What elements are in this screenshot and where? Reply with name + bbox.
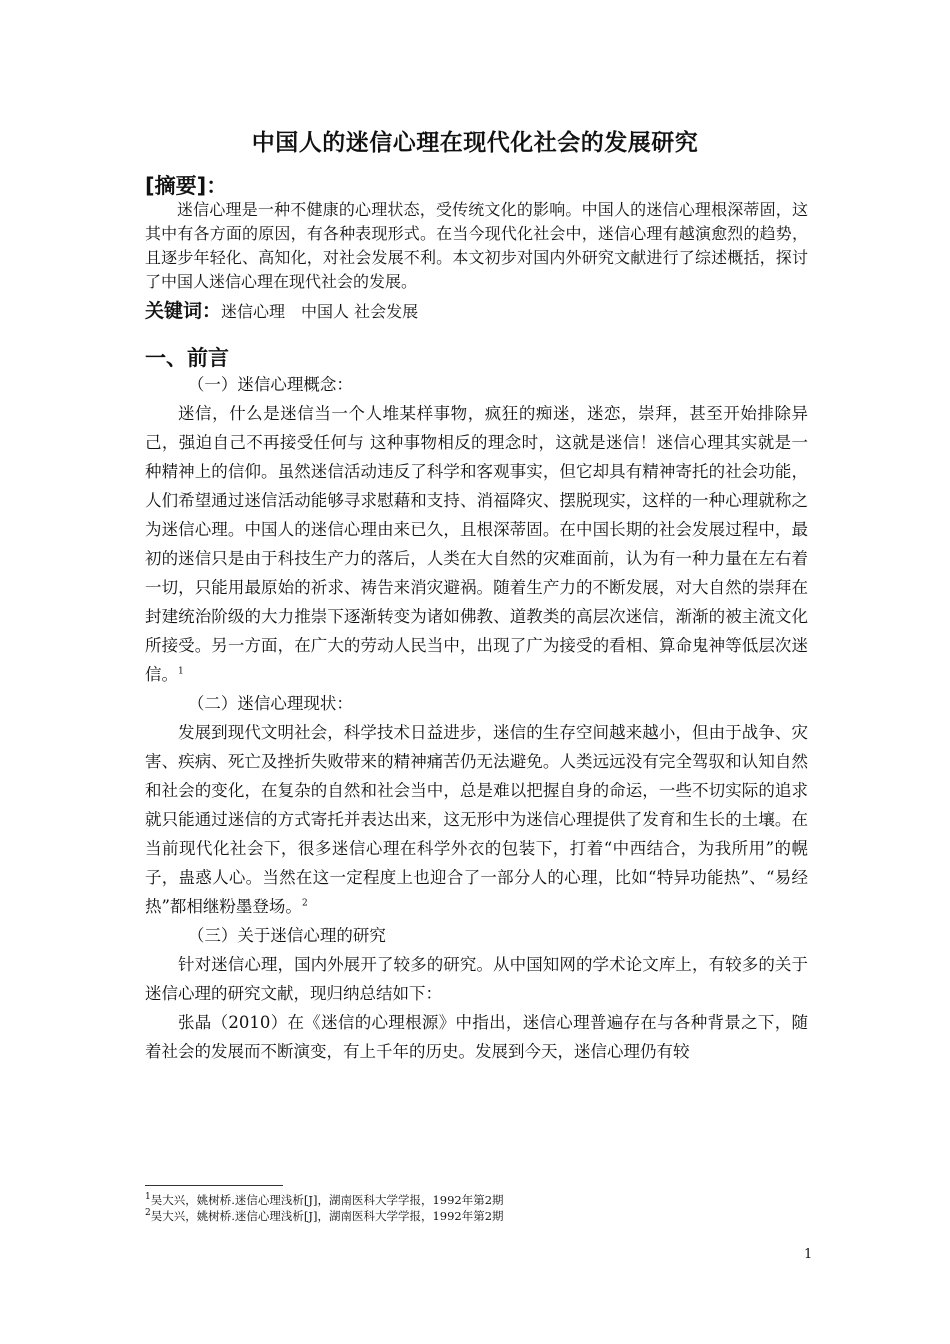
paragraph-concept: [145, 399, 808, 689]
footnote-ref: 2: [301, 898, 308, 909]
section-body: [145, 370, 808, 1066]
footnote-mark: 2: [145, 1208, 151, 1219]
paragraph-concept-text: 迷信，什么是迷信当一个人堆某样事物，疯狂的痴迷，迷恋，崇拜，甚至开始排除异己，强迫自己不再接受任何与 这种事物相反的理念时，这就是迷信！迷信心理其实就是一种精神上的信仰。虽然迷信活动违反了科学和客观事实，但它却具有精神寄托的社会功能，人们希望通过迷信活动能够寻求慰藉和支持、消福降灾、摆脱现实，这样的一种心理就称之为迷信心理。中国人的迷信心理由来已久，且根深蒂固。在中国长期的社会发展过程中，最初的迷信只是由于科技生产力的落后，人类在大自然的灾难面前，认为有一种力量在左右着一切，只能用最原始的祈求、祷告来消灾避祸。随着生产力的不断发展，对大自然的崇拜在封建统治阶级的大力推崇下逐渐转变为诸如佛教、道教类的高层次迷信，渐渐的被主流文化所接受。另一方面，在广大的劳动人民当中，出现了广为接受的看相、算命鬼神等低层次迷信。: [145, 404, 808, 684]
footnote-mark: 1: [145, 1192, 151, 1203]
section-heading: 一、前言: [145, 346, 229, 370]
paragraph-status-text: 发展到现代文明社会，科学技术日益进步，迷信的生存空间越来越小，但由于战争、灾害、疾病、死亡及挫折失败带来的精神痛苦仍无法避免。人类远远没有完全驾驭和认知自然和社会的变化，在复杂的自然和社会当中，总是难以把握自身的命运，一些不切实际的追求就只能通过迷信的方式寄托并表达出来，这无形中为迷信心理提供了发育和生长的土壤。在当前现代化社会下，很多迷信心理在科学外衣的包装下，打着“中西结合，为我所用”的幌子，蛊惑人心。当然在这一定程度上也迎合了一部分人的心理，比如“特异功能热”、“易经热”都相继粉墨登场。: [145, 723, 808, 916]
keywords-label: 关键词：: [145, 300, 222, 322]
keywords-line: [145, 296, 418, 323]
footnote-text: 吴大兴，姚树桥.迷信心理浅析[J]，湖南医科大学学报，1992年第2期: [150, 1193, 504, 1207]
abstract-body: [145, 198, 808, 294]
footnote-divider: [145, 1185, 283, 1186]
footnotes: [145, 1192, 504, 1224]
paragraph-research-intro: 针对迷信心理，国内外展开了较多的研究。从中国知网的学术论文库上，有较多的关于迷信心理的研究文献，现归纳总结如下：: [145, 955, 808, 1003]
paragraph-research-zhangjing: 张晶（2010）在《迷信的心理根源》中指出，迷信心理普遍存在与各种背景之下，随着社会的发展而不断演变，有上千年的历史。发展到今天，迷信心理仍有较: [145, 1013, 808, 1061]
page-number: 1: [804, 1247, 813, 1262]
footnote-item: [145, 1192, 504, 1208]
subheading-concept: （一）迷信心理概念：: [187, 375, 353, 394]
keywords-text: 迷信心理 中国人 社会发展: [221, 302, 419, 321]
footnote-item: [145, 1208, 504, 1224]
abstract-heading: [摘要]：: [145, 174, 228, 198]
subheading-status: （二）迷信心理现状：: [187, 694, 353, 713]
paragraph-status: [145, 718, 808, 921]
abstract-text: 迷信心理是一种不健康的心理状态，受传统文化的影响。中国人的迷信心理根深蒂固，这其中有各方面的原因，有各种表现形式。在当今现代化社会中，迷信心理有越演愈烈的趋势，且逐步年轻化、高知化，对社会发展不利。本文初步对国内外研究文献进行了综述概括，探讨了中国人迷信心理在现代社会的发展。: [145, 200, 808, 291]
subheading-research: （三）关于迷信心理的研究: [187, 926, 386, 945]
footnote-ref: 1: [178, 666, 184, 677]
paper-title: 中国人的迷信心理在现代化社会的发展研究: [251, 130, 699, 156]
footnote-text: 吴大兴，姚树桥.迷信心理浅析[J]，湖南医科大学学报，1992年第2期: [150, 1209, 504, 1223]
